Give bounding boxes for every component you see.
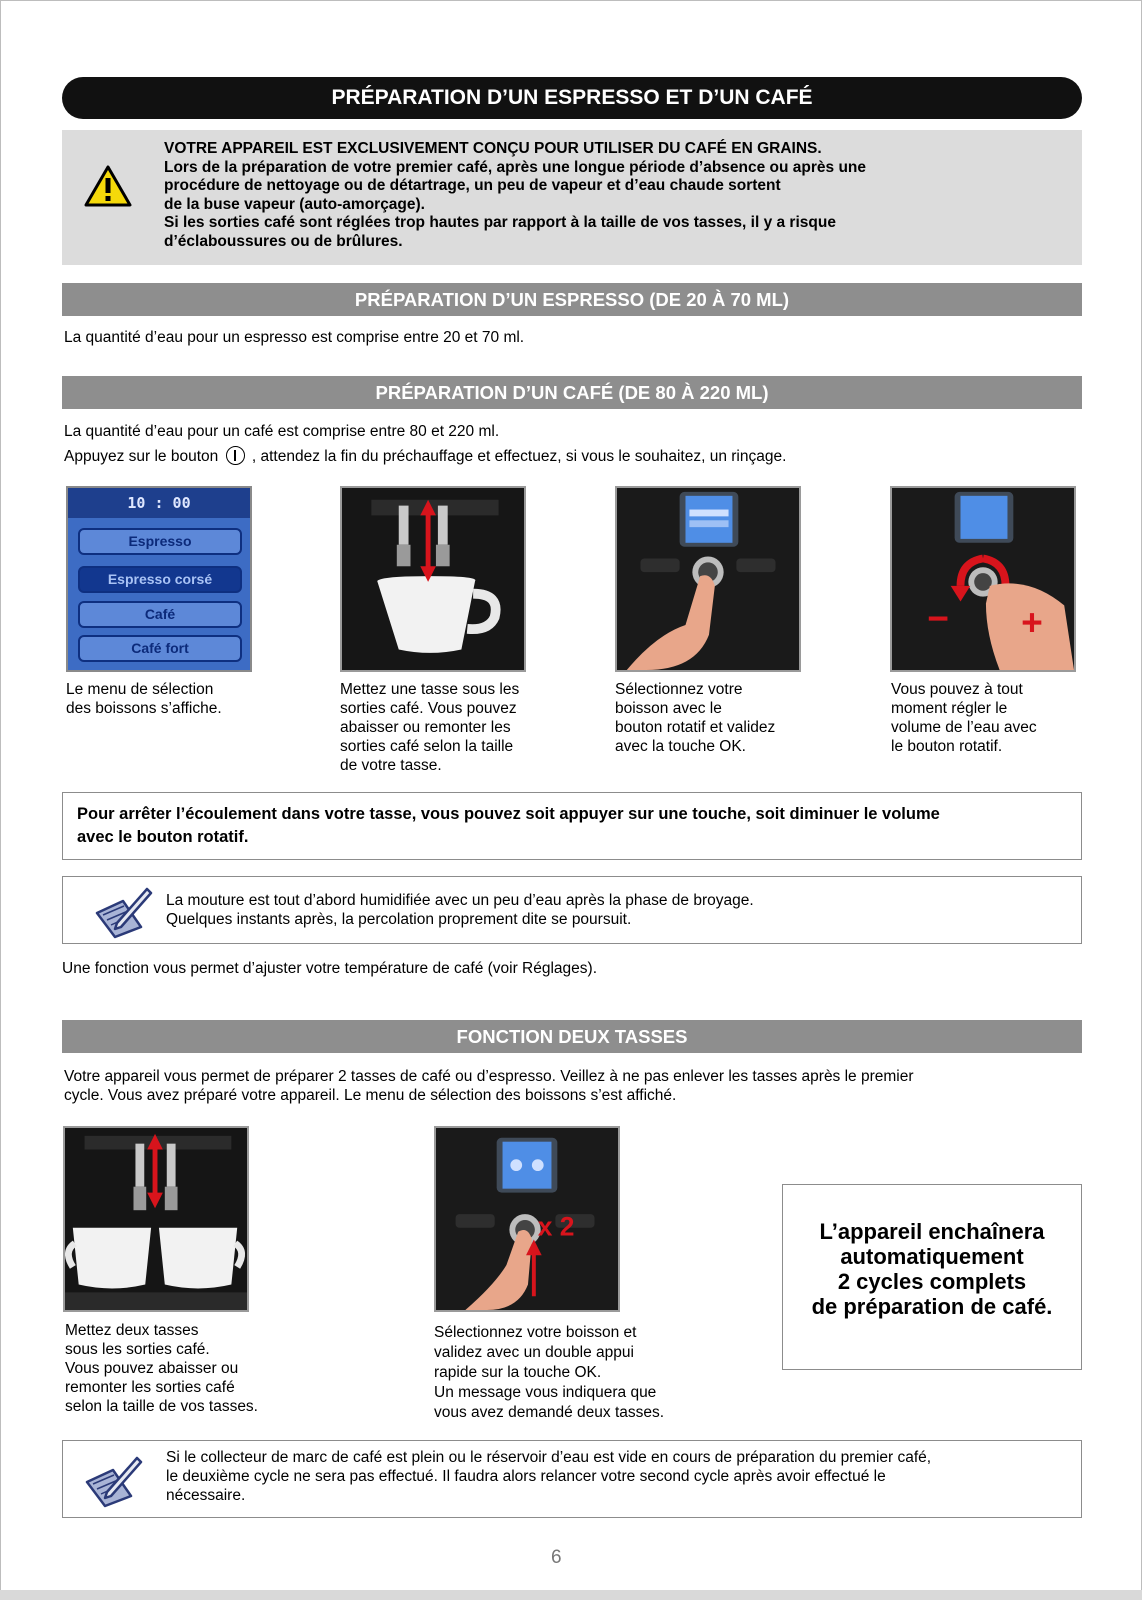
warning-line: Si les sorties café sont réglées trop hautes par rapport à la taille de vos tasses, il y a risque <box>164 214 836 232</box>
caption-line: volume de l’eau avec <box>891 719 1037 736</box>
drink-menu-screen <box>66 486 252 672</box>
step-caption-3 <box>615 680 775 756</box>
caption-line: abaisser ou remonter les <box>340 719 511 736</box>
grind-note-box <box>62 876 1082 944</box>
caption-line: Mettez une tasse sous les <box>340 681 520 698</box>
intro-line: Votre appareil vous permet de préparer 2 tasses de café ou d’espresso. Veillez à ne pas enlever les tasses après le premier <box>64 1068 914 1085</box>
caption-line: validez avec un double appui <box>434 1344 634 1361</box>
caption-line: selon la taille de vos tasses. <box>65 1398 258 1415</box>
note-line: La mouture est tout d’abord humidifiée avec un peu d’eau après la phase de broyage. <box>166 892 754 909</box>
two-cups-intro <box>64 1067 914 1105</box>
caption-line: sorties café. Vous pouvez <box>340 700 517 717</box>
stop-note-line: avec le bouton rotatif. <box>77 828 249 846</box>
step-caption-2 <box>340 680 519 775</box>
warning-line: de la buse vapeur (auto-amorçage). <box>164 195 425 213</box>
caption-line: Le menu de sélection <box>66 681 214 698</box>
note-line: Si le collecteur de marc de café est plein ou le réservoir d’eau est vide en cours de préparation du premier café, <box>166 1449 932 1466</box>
caption-line: de votre tasse. <box>340 757 442 774</box>
auto-line: de préparation de café. <box>811 1294 1053 1319</box>
power-icon <box>226 446 245 465</box>
note-line: Quelques instants après, la percolation proprement dite se poursuit. <box>166 911 632 928</box>
cafe-instruction-end: , attendez la fin du préchauffage et effectuez, si vous le souhaitez, un rinçage. <box>251 448 787 465</box>
screen-clock: 10 : 00 <box>68 488 250 518</box>
menu-option-espresso-corse: Espresso corsé <box>78 566 242 593</box>
caption-line: Sélectionnez votre <box>615 681 743 698</box>
note-line: le deuxième cycle ne sera pas effectué. Il faudra alors relancer votre second cycle après avoir effectué le <box>166 1468 886 1485</box>
plus-label: + <box>1021 600 1043 643</box>
menu-option-cafe-fort: Café fort <box>78 635 242 662</box>
warning-line: d’éclaboussures ou de brûlures. <box>164 232 403 250</box>
caption-line: sorties café selon la taille <box>340 738 514 755</box>
warning-triangle-icon <box>84 164 132 208</box>
step-caption-1 <box>66 680 222 718</box>
cafe-heading: PRÉPARATION D’UN CAFÉ (DE 80 À 220 ML) <box>62 376 1082 409</box>
cafe-text: La quantité d’eau pour un café est comprise entre 80 et 220 ml. <box>64 423 500 440</box>
note-line: nécessaire. <box>166 1487 246 1504</box>
intro-line: cycle. Vous avez préparé votre appareil. Le menu de sélection des boissons s’est affiché. <box>64 1087 677 1104</box>
warning-line: VOTRE APPAREIL EST EXCLUSIVEMENT CONÇU POUR UTILISER DU CAFÉ EN GRAINS. <box>164 140 822 157</box>
caption-line: Mettez deux tasses <box>65 1322 199 1339</box>
caption-line: bouton rotatif et validez <box>615 719 776 736</box>
times-two-label: x 2 <box>537 1211 575 1242</box>
page-number: 6 <box>551 1547 562 1568</box>
espresso-text: La quantité d’eau pour un espresso est comprise entre 20 et 70 ml. <box>64 329 525 346</box>
caption-line: des boissons s’affiche. <box>66 700 222 717</box>
auto-line: L’appareil enchaînera <box>819 1219 1045 1244</box>
select-knob-photo <box>615 486 801 672</box>
note-pen-icon <box>83 1452 143 1508</box>
cup-under-spouts-photo <box>340 486 526 672</box>
caption-line: le bouton rotatif. <box>891 738 1003 755</box>
note-pen-icon <box>93 883 153 939</box>
menu-option-cafe: Café <box>78 601 242 628</box>
warning-text <box>164 140 1064 252</box>
cafe-instruction <box>64 446 786 466</box>
auto-line: automatiquement <box>840 1244 1024 1269</box>
two-cups-heading: FONCTION DEUX TASSES <box>62 1020 1082 1053</box>
two-cups-photo <box>63 1126 249 1312</box>
caption-line: vous avez demandé deux tasses. <box>434 1404 665 1421</box>
double-press-caption <box>434 1323 664 1423</box>
stop-flow-note <box>62 792 1082 860</box>
auto-cycle-box <box>782 1184 1082 1370</box>
caption-line: avec la touche OK. <box>615 738 746 755</box>
stop-note-line: Pour arrêter l’écoulement dans votre tasse, vous pouvez soit appuyer sur une touche, soit diminuer le volume <box>77 805 940 823</box>
auto-line: 2 cycles complets <box>837 1269 1027 1294</box>
cafe-instruction-start: Appuyez sur le bouton <box>64 448 219 465</box>
espresso-heading: PRÉPARATION D’UN ESPRESSO (DE 20 À 70 ML) <box>62 283 1082 316</box>
collector-note-box <box>62 1440 1082 1518</box>
two-cups-caption <box>65 1321 258 1416</box>
warning-line: procédure de nettoyage ou de détartrage, un peu de vapeur et d’eau chaude sortent <box>164 177 781 195</box>
caption-line: Vous pouvez abaisser ou <box>65 1360 239 1377</box>
caption-line: Sélectionnez votre boisson et <box>434 1324 637 1341</box>
step-caption-4 <box>891 680 1037 756</box>
caption-line: Vous pouvez à tout <box>891 681 1023 698</box>
bottom-band <box>0 1590 1142 1600</box>
minus-label: − <box>927 596 949 639</box>
warning-line: Lors de la préparation de votre premier café, après une longue période d’absence ou après une <box>164 158 867 176</box>
caption-line: sous les sorties café. <box>65 1341 210 1358</box>
double-press-photo <box>434 1126 620 1312</box>
caption-line: moment régler le <box>891 700 1008 717</box>
caption-line: remonter les sorties café <box>65 1379 235 1396</box>
warning-box <box>62 130 1082 265</box>
caption-line: boisson avec le <box>615 700 722 717</box>
page-title: PRÉPARATION D’UN ESPRESSO ET D’UN CAFÉ <box>62 77 1082 119</box>
menu-option-espresso: Espresso <box>78 528 242 555</box>
caption-line: Un message vous indiquera que <box>434 1384 657 1401</box>
volume-knob-photo <box>890 486 1076 672</box>
caption-line: rapide sur la touche OK. <box>434 1364 602 1381</box>
temperature-text: Une fonction vous permet d’ajuster votre température de café (voir Réglages). <box>62 960 598 977</box>
